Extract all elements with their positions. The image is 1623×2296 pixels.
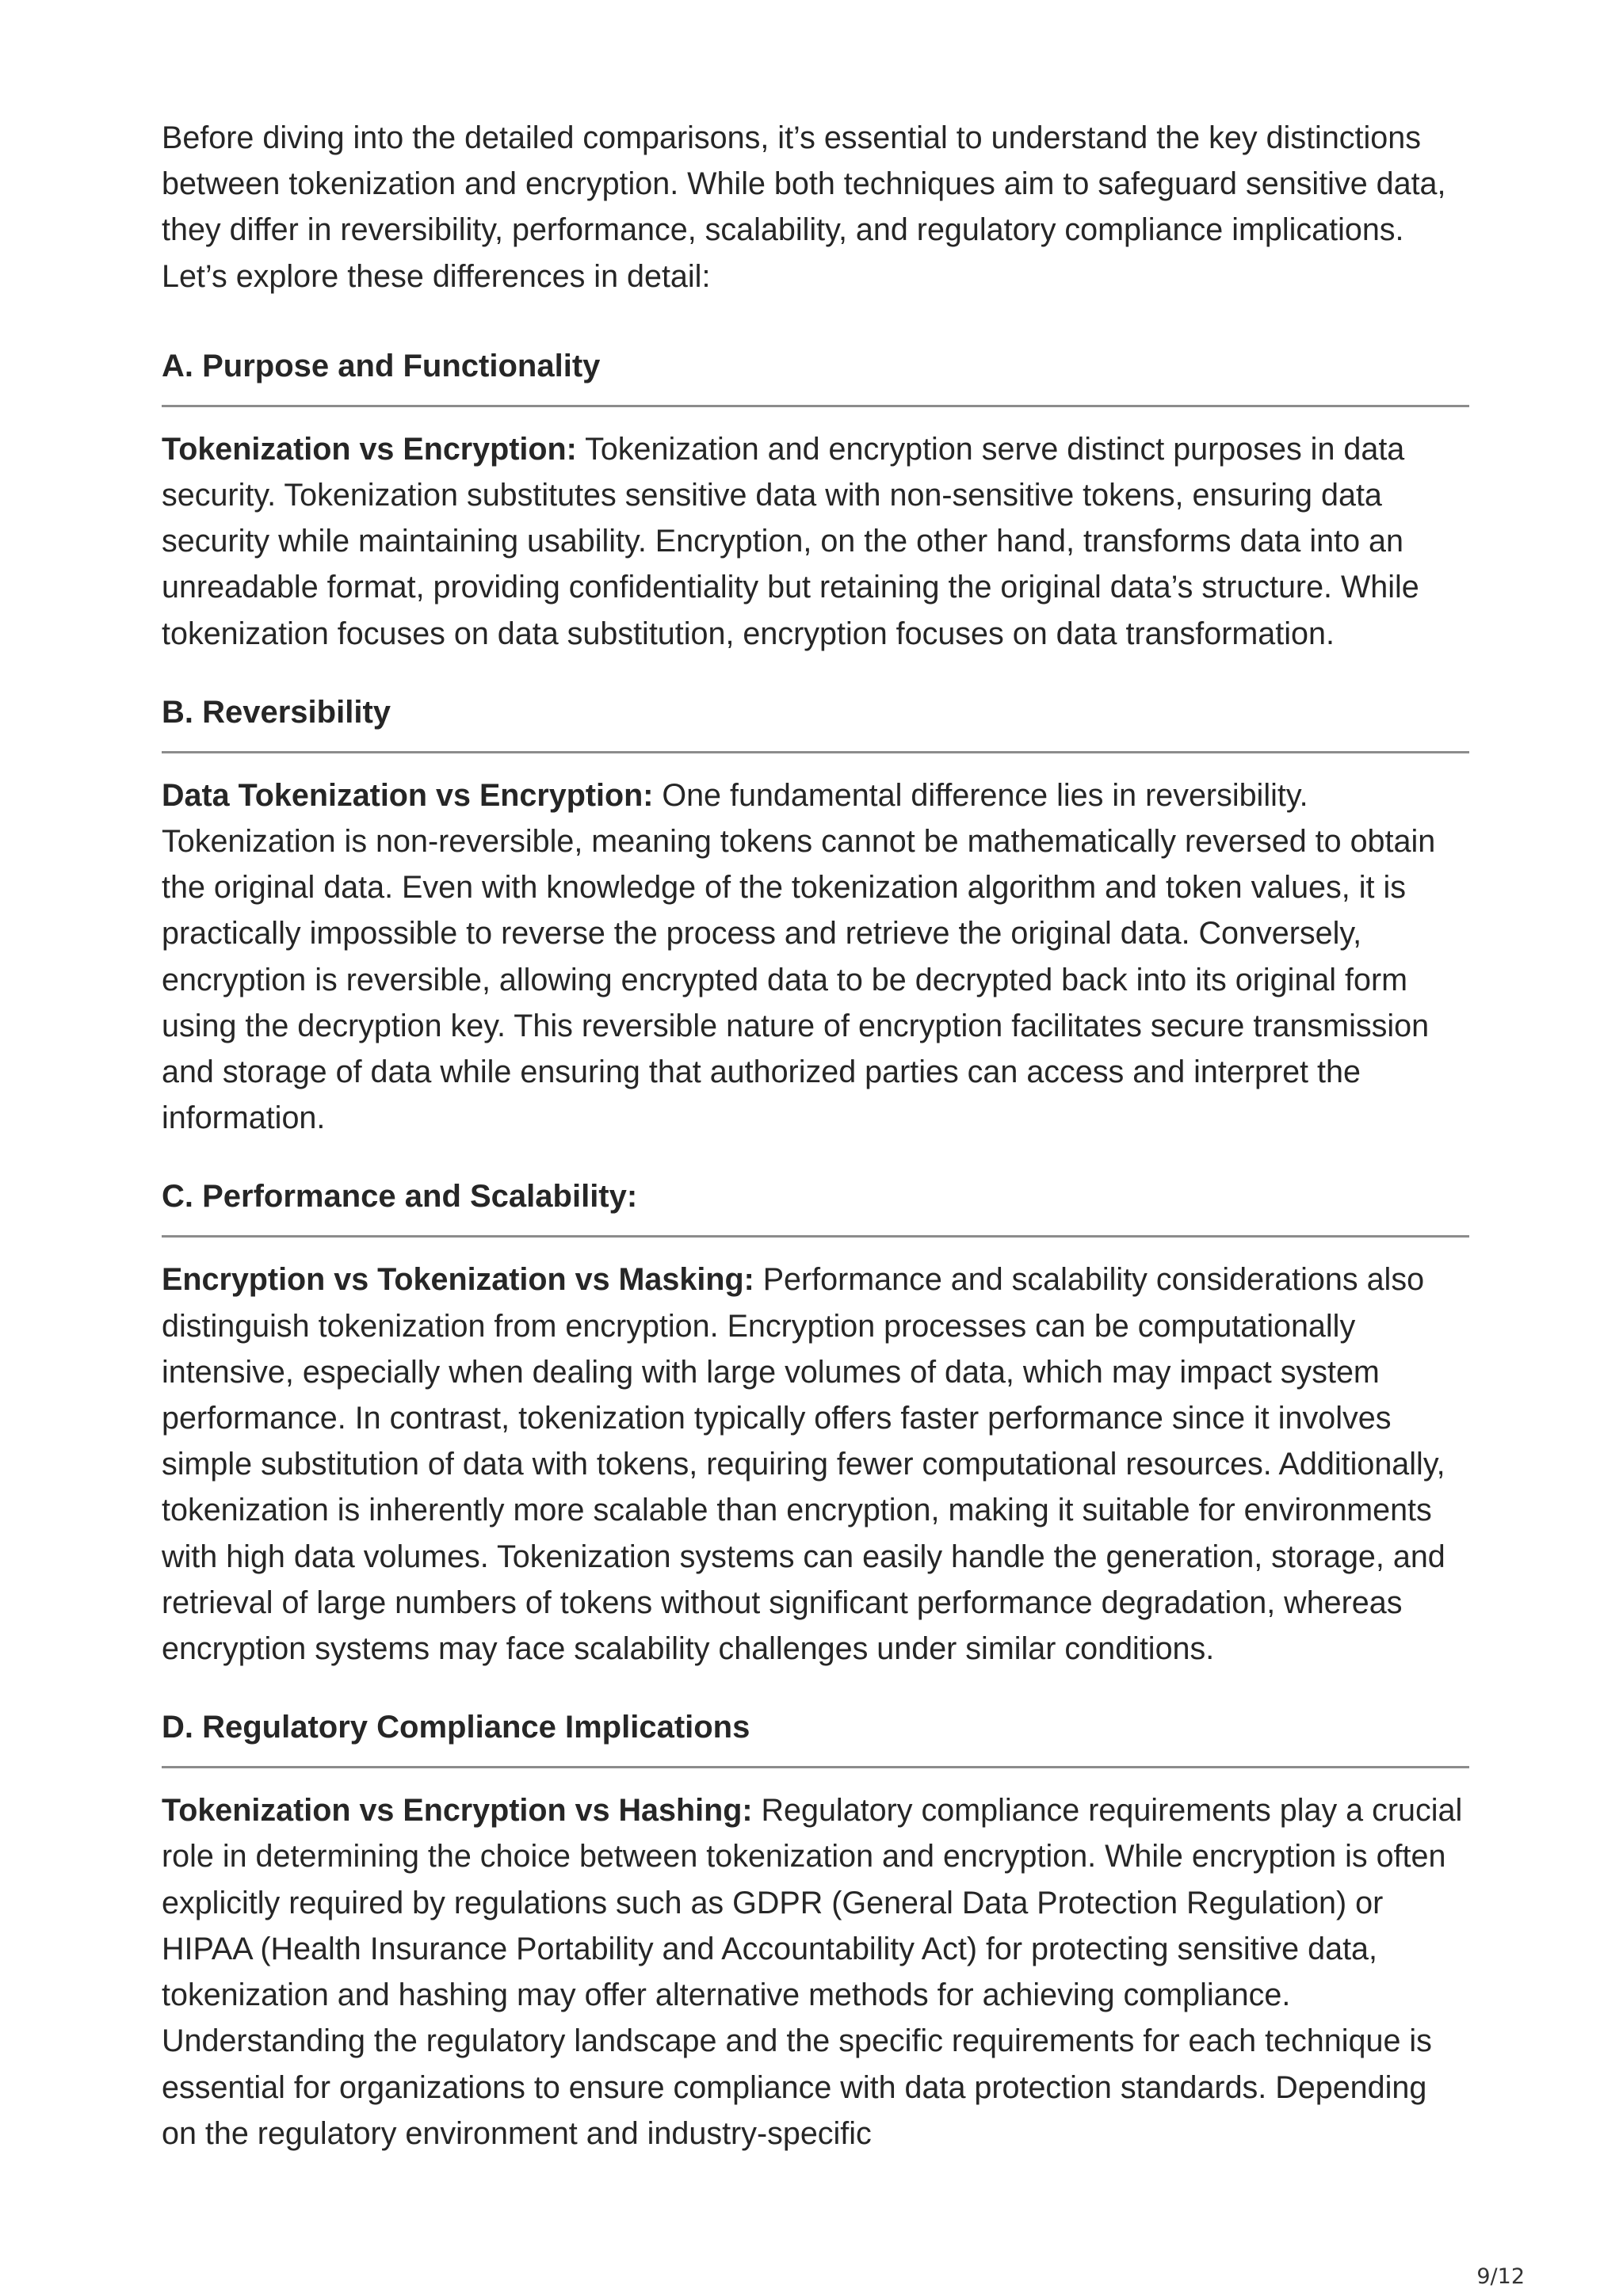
- section-paragraph: [162, 772, 1469, 1142]
- paragraph-text: One fundamental difference lies in reversibility. Tokenization is non-reversible, meaning tokens cannot be mathematically reversed to obtain the original data. Even with knowledge of the tokenization algorithm and token values, it is practically impossible to reverse the process and retrieve the original data. Conversely, encryption is reversible, allowing encrypted data to be decrypted back into its original form using the decryption key. This reversible nature of encryption facilitates secure transmission and storage of data while ensuring that authorized parties can access and interpret the information.: [162, 777, 1436, 1136]
- section-purpose-functionality: [162, 343, 1469, 657]
- section-heading: A. Purpose and Functionality: [162, 343, 1469, 407]
- section-paragraph: [162, 1787, 1469, 2157]
- page-number: 9/12: [1476, 2264, 1525, 2289]
- section-paragraph: [162, 426, 1469, 657]
- intro-paragraph: Before diving into the detailed comparisons, it’s essential to understand the key distinctions between tokenization and encryption. While both techniques aim to safeguard sensitive data, they differ in reversibility, performance, scalability, and regulatory compliance implications. Let’s explore these differences in detail:: [162, 120, 1446, 294]
- paragraph-lead: Encryption vs Tokenization vs Masking:: [162, 1262, 754, 1298]
- paragraph-lead: Data Tokenization vs Encryption:: [162, 777, 654, 813]
- section-heading: D. Regulatory Compliance Implications: [162, 1704, 1469, 1768]
- section-performance-scalability: [162, 1173, 1469, 1672]
- paragraph-text: Performance and scalability considerations also distinguish tokenization from encryption. Encryption processes can be computationally intensive, especially when dealing with large volumes of data, which may impact system performance. In contrast, tokenization typically offers faster performance since it involves simple substitution of data with tokens, requiring fewer computational resources. Additionally, tokenization is inherently more scalable than encryption, making it suitable for environments with high data volumes. Tokenization systems can easily handle the generation, storage, and retrieval of large numbers of tokens without significant performance degradation, whereas encryption systems may face scalability challenges under similar conditions.: [162, 1262, 1445, 1667]
- section-regulatory-compliance: [162, 1704, 1469, 2157]
- paragraph-text: Tokenization and encryption serve distinct purposes in data security. Tokenization substitutes sensitive data with non-sensitive tokens, ensuring data security while maintaining usability. Encryption, on the other hand, transforms data into an unreadable format, providing confidentiality but retaining the original data’s structure. While tokenization focuses on data substitution, encryption focuses on data transformation.: [162, 431, 1419, 651]
- document-page: [162, 115, 1469, 2189]
- paragraph-lead: Tokenization vs Encryption:: [162, 431, 577, 467]
- section-reversibility: [162, 689, 1469, 1142]
- paragraph-lead: Tokenization vs Encryption vs Hashing:: [162, 1793, 753, 1829]
- section-heading: C. Performance and Scalability:: [162, 1173, 1469, 1238]
- paragraph-text: Regulatory compliance requirements play a crucial role in determining the choice between tokenization and encryption. While encryption is often explicitly required by regulations such as GDPR (General Data Protection Regulation) or HIPAA (Health Insurance Portability and Accountability Act) for protecting sensitive data, tokenization and hashing may offer alternative methods for achieving compliance. Understanding the regulatory landscape and the specific requirements for each technique is essential for organizations to ensure compliance with data protection standards. Depending on the regulatory environment and industry-specific: [162, 1793, 1463, 2151]
- section-heading: B. Reversibility: [162, 689, 1469, 753]
- section-paragraph: [162, 1257, 1469, 1672]
